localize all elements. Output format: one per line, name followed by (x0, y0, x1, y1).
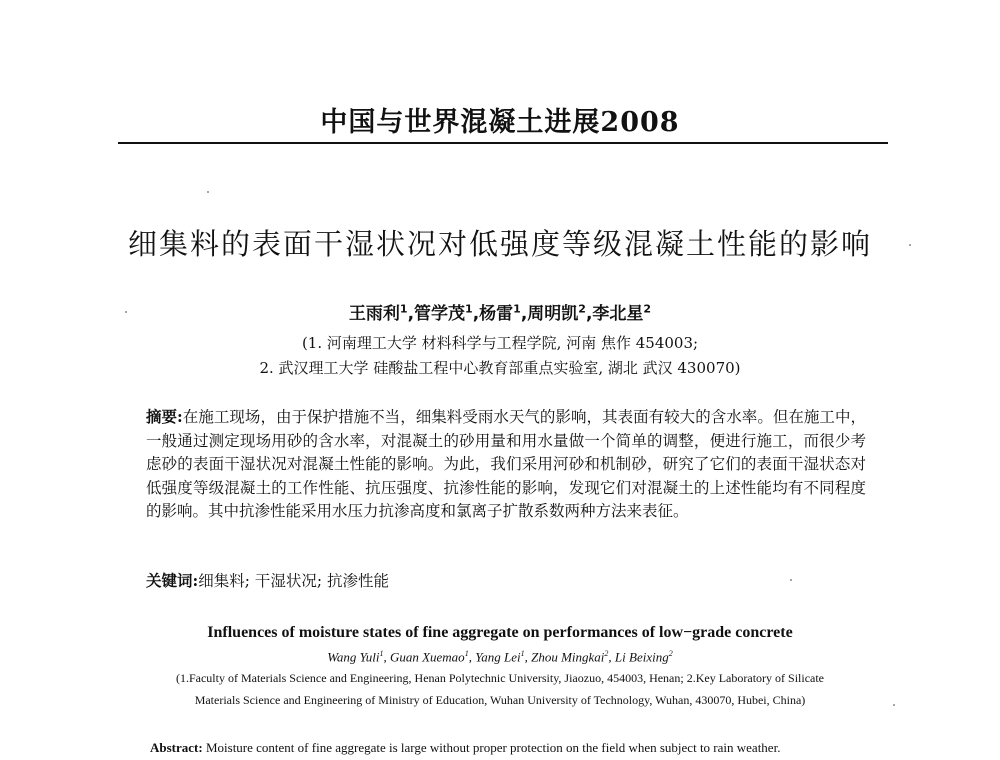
author-en-affiliation-mark: 2 (604, 649, 609, 658)
author-cn-separator: , (472, 304, 480, 324)
author-en-affiliation-mark: 2 (668, 649, 673, 658)
keywords-cn (146, 569, 389, 591)
author-cn-name: 王雨利 (348, 304, 400, 324)
affiliation-cn-line-1: (1. 河南理工大学 材料科学与工程学院, 河南 焦作 454003; (301, 334, 699, 352)
author-en-separator: , (468, 649, 476, 665)
author-en-affiliation-mark: 1 (520, 649, 525, 658)
english-abstract-label: Abstract: (150, 740, 203, 755)
author-cn-separator: , (407, 304, 415, 324)
english-title: Influences of moisture states of fine aggregate on performances of low−grade concrete (207, 624, 793, 641)
author-en-name: Yang Lei (475, 649, 521, 665)
author-en-name: Zhou Mingkai (531, 649, 605, 665)
header-rule (118, 142, 888, 144)
scan-speck (207, 191, 209, 193)
english-affiliation-line-1: (1.Faculty of Materials Science and Engineering, Henan Polytechnic University, Jiaozuo, 454003, Henan; 2.Key Laboratory of Silicate (175, 671, 825, 685)
abstract-cn-text: 在施工现场，由于保护措施不当，细集料受雨水天气的影响，其表面有较大的含水率。但在施工中，一般通过测定现场用砂的含水率，对混凝土的砂用量和用水量做一个简单的调整，便进行施工，而很少考虑砂的表面干湿状况对混凝土性能的影响。为此，我们采用河砂和机制砂，研究了它们的表面干湿状态对低强度等级混凝土的工作性能、抗压强度、抗渗性能的影响，发现它们对混凝土的上述性能均有不同程度的影响。其中抗渗性能采用水压力抗渗高度和氯离子扩散系数两种方法来表征。 (146, 408, 866, 520)
author-en-name: Wang Yuli (327, 649, 380, 665)
author-cn-affiliation-mark: 1 (465, 302, 473, 316)
author-cn-name: 周明凯 (527, 304, 579, 324)
author-en-name: Li Beixing (614, 649, 669, 665)
author-list-cn (0, 299, 1000, 324)
author-en-separator: , (608, 649, 615, 665)
journal-title: 中国与世界混凝土进展2008 (320, 107, 680, 138)
author-cn-affiliation-mark: 2 (578, 302, 586, 316)
author-en-name: Guan Xuemao (389, 649, 465, 665)
author-en-affiliation-mark: 1 (464, 649, 469, 658)
english-author-list (0, 649, 1000, 665)
author-cn-affiliation-mark: 1 (399, 302, 408, 316)
author-cn-name: 李北星 (592, 304, 644, 324)
english-affiliation-line-2: Materials Science and Engineering of Ministry of Education, Wuhan University of Technology, Wuhan, 430070, Hubei, China) (194, 693, 806, 707)
affiliation-cn-line-2: 2. 武汉理工大学 硅酸盐工程中心教育部重点实验室, 湖北 武汉 430070) (259, 359, 741, 377)
author-cn-affiliation-mark: 2 (643, 302, 652, 316)
author-cn-affiliation-mark: 1 (513, 302, 521, 316)
keywords-cn-text: 细集料; 干湿状况; 抗渗性能 (198, 572, 390, 590)
scan-speck (790, 579, 792, 581)
scan-speck (125, 311, 127, 313)
author-cn-name: 杨雷 (479, 304, 514, 324)
author-cn-name: 管学茂 (414, 304, 466, 324)
abstract-cn (146, 405, 866, 524)
author-en-separator: , (383, 649, 390, 665)
author-en-separator: , (524, 649, 532, 665)
abstract-cn-label: 摘要: (146, 407, 183, 426)
paper-title-cn: 细集料的表面干湿状况对低强度等级混凝土性能的影响 (127, 227, 872, 261)
english-abstract (150, 740, 890, 756)
english-abstract-text: Moisture content of fine aggregate is large without proper protection on the field when subject to rain weather. (205, 740, 781, 755)
author-cn-separator: , (520, 304, 528, 324)
author-cn-separator: , (585, 304, 593, 324)
author-en-affiliation-mark: 1 (379, 649, 384, 658)
scan-speck (893, 704, 895, 706)
scan-speck (909, 244, 911, 246)
keywords-cn-label: 关键词: (146, 571, 199, 590)
